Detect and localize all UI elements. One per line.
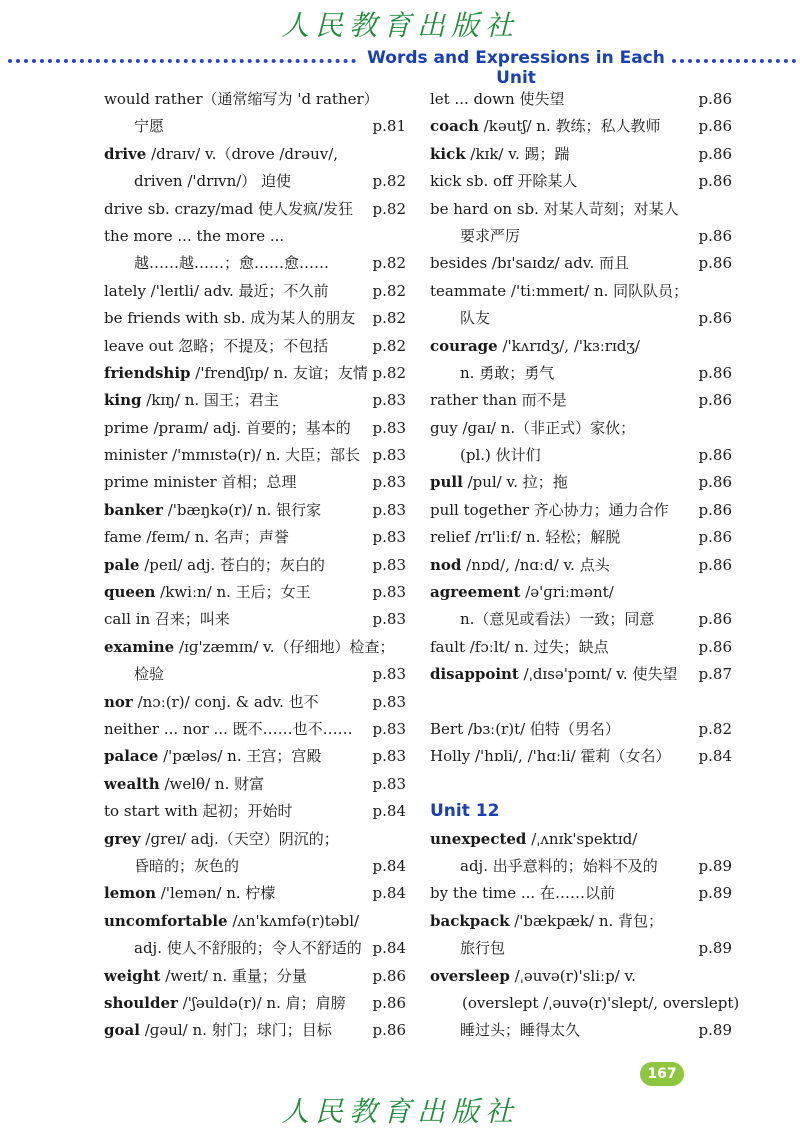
headword: unexpected <box>430 829 527 848</box>
vocab-entry <box>430 360 732 387</box>
definition: /ə'ɡriːmənt/ <box>520 583 614 602</box>
headword: drive <box>104 144 147 163</box>
vocab-entry <box>430 908 732 935</box>
vocab-entry <box>104 853 406 880</box>
definition: relief /rɪ'liːf/ n. 轻松；解脱 <box>430 528 621 547</box>
entry-text <box>104 634 395 661</box>
page-reference: p.86 <box>698 473 732 492</box>
vocab-entry <box>104 771 406 798</box>
definition: pull together 齐心协力；通力合作 <box>430 500 669 519</box>
page-reference: p.86 <box>698 172 732 191</box>
vocab-entry <box>430 196 732 223</box>
publisher-logo-top: 人民教育出版社 <box>280 9 519 42</box>
entry-text <box>430 990 739 1017</box>
page-reference: p.83 <box>372 500 406 519</box>
vocab-entry <box>104 661 406 688</box>
headword: queen <box>104 583 156 602</box>
page-reference: p.82 <box>372 254 406 273</box>
page-reference: p.83 <box>372 473 406 492</box>
entry-text <box>104 743 321 770</box>
definition: /welθ/ n. 财富 <box>159 774 265 793</box>
definition: rather than 而不是 <box>430 391 567 410</box>
entry-text <box>430 333 640 360</box>
definition: /'frendʃɪp/ n. 友谊；友情 <box>190 363 368 382</box>
page-reference: p.86 <box>698 363 732 382</box>
definition: lately /'leɪtli/ adv. 最近；不久前 <box>104 281 329 300</box>
entry-text <box>104 196 353 223</box>
page-reference: p.86 <box>698 610 732 629</box>
vocab-entry <box>430 250 732 277</box>
definition: let ... down 使失望 <box>430 90 565 108</box>
definition: call in 召来；叫来 <box>104 610 230 629</box>
entry-text <box>104 415 351 442</box>
headword: shoulder <box>104 993 178 1012</box>
vocab-entry <box>104 415 406 442</box>
page-reference: p.87 <box>698 665 732 684</box>
vocab-entry <box>104 333 406 360</box>
page-reference: p.82 <box>372 336 406 355</box>
definition: besides /bɪ'saɪdz/ adv. 而且 <box>430 254 630 273</box>
page-reference: p.84 <box>372 802 406 821</box>
vocab-entry <box>430 1017 732 1044</box>
entry-text <box>430 387 567 414</box>
page-reference: p.89 <box>698 884 732 903</box>
headword: oversleep <box>430 966 510 985</box>
headword: wealth <box>104 774 160 793</box>
vocab-entry <box>104 360 406 387</box>
vocab-entry <box>430 552 732 579</box>
entry-text <box>430 579 614 606</box>
definition: /ʌn'kʌmfə(r)təbl/ <box>227 911 360 930</box>
entry-text <box>104 826 339 853</box>
entry-text <box>430 716 620 743</box>
definition: fame /feɪm/ n. 名声；声誉 <box>104 528 289 547</box>
vocab-entry <box>104 141 406 168</box>
definition: would rather（通常缩写为 'd rather） <box>104 90 379 108</box>
definition: /kəutʃ/ n. 教练；私人教师 <box>478 117 661 136</box>
headword: lemon <box>104 884 157 903</box>
entry-text <box>104 168 291 195</box>
vocab-entry <box>430 963 732 990</box>
vocab-entry <box>430 113 732 140</box>
vocab-entry <box>430 634 732 661</box>
entry-text <box>430 497 669 524</box>
vocab-column-right <box>430 86 740 1045</box>
entry-text <box>104 387 279 414</box>
entry-text <box>430 826 637 853</box>
page-reference: p.82 <box>372 281 406 300</box>
page-reference: p.83 <box>372 610 406 629</box>
page-reference: p.86 <box>698 637 732 656</box>
headword: palace <box>104 747 159 766</box>
entry-text <box>104 469 296 496</box>
page-reference: p.83 <box>372 774 406 793</box>
entry-text <box>430 196 679 223</box>
page-reference: p.83 <box>372 692 406 711</box>
definition: be hard on sb. 对某人苛刻；对某人 <box>430 199 679 218</box>
entry-text <box>430 113 660 140</box>
entry-text <box>104 333 328 360</box>
definition: /kɪk/ v. 踢；踹 <box>465 144 570 163</box>
entry-text <box>104 798 293 825</box>
definition: /nɒd/, /nɑːd/ v. 点头 <box>461 555 610 574</box>
vocab-entry <box>104 196 406 223</box>
headword: king <box>104 391 142 410</box>
vocab-entry <box>430 853 732 880</box>
definition: /'kʌrɪdʒ/, /'kɜːrɪdʒ/ <box>497 336 640 355</box>
definition: /ɡəul/ n. 射门；球门；目标 <box>139 1021 332 1040</box>
entry-spacer <box>430 771 732 798</box>
vocab-entry <box>104 524 406 551</box>
entry-text <box>104 305 355 332</box>
headword: coach <box>430 117 479 136</box>
page-reference: p.86 <box>698 144 732 163</box>
page-reference: p.82 <box>372 309 406 328</box>
definition: adj. 出乎意料的；始料不及的 <box>460 856 658 875</box>
definition: fault /fɔːlt/ n. 过失；缺点 <box>430 637 609 656</box>
definition: /'bækpæk/ n. 背包； <box>509 911 664 930</box>
vocab-entry <box>430 606 732 633</box>
definition: /pul/ v. 拉；拖 <box>462 473 568 492</box>
page-reference: p.86 <box>698 555 732 574</box>
entry-text <box>430 908 663 935</box>
page-reference: p.86 <box>698 309 732 328</box>
headword: pale <box>104 555 140 574</box>
vocab-entry <box>430 141 732 168</box>
page-reference: p.84 <box>698 747 732 766</box>
headword: uncomfortable <box>104 911 228 930</box>
page-reference: p.84 <box>372 856 406 875</box>
page-reference: p.83 <box>372 391 406 410</box>
page-reference: p.89 <box>698 1021 732 1040</box>
page-reference: p.83 <box>372 747 406 766</box>
vocab-entry <box>430 524 732 551</box>
header-dotted-rule-right <box>672 59 796 63</box>
page-reference: p.84 <box>372 939 406 958</box>
entry-text <box>104 579 311 606</box>
page-reference: p.82 <box>372 172 406 191</box>
definition: prime minister 首相；总理 <box>104 473 297 492</box>
entry-text <box>104 935 362 962</box>
vocab-entry <box>104 86 406 113</box>
definition: /ɡreɪ/ adj.（天空）阴沉的； <box>140 829 339 848</box>
headword: friendship <box>104 363 191 382</box>
entry-text <box>430 223 520 250</box>
vocab-entry <box>104 387 406 414</box>
headword: courage <box>430 336 498 355</box>
vocab-entry <box>430 826 732 853</box>
definition: /weɪt/ n. 重量；分量 <box>160 966 307 985</box>
definition: leave out 忽略；不提及；不包括 <box>104 336 329 355</box>
entry-text <box>430 661 677 688</box>
definition: n.（意见或看法）一致；同意 <box>460 610 655 629</box>
definition: /'ʃəuldə(r)/ n. 肩；肩膀 <box>177 993 346 1012</box>
definition: driven /'drɪvn/） 迫使 <box>134 172 292 191</box>
definition: 检验 <box>134 665 165 684</box>
vocab-entry <box>104 606 406 633</box>
entry-text <box>104 606 230 633</box>
entry-text <box>430 880 615 907</box>
entry-text <box>104 223 284 250</box>
page-reference: p.83 <box>372 418 406 437</box>
definition: (overslept /ˌəuvə(r)'slept/, overslept) <box>462 993 740 1012</box>
definition: 昏暗的；灰色的 <box>134 856 240 875</box>
definition: minister /'mɪnɪstə(r)/ n. 大臣；部长 <box>104 446 361 465</box>
header-title: Words and Expressions in Each Unit <box>367 48 665 88</box>
definition: 宁愿 <box>134 117 165 136</box>
page-reference: p.81 <box>372 117 406 136</box>
definition: 越……越……；愈……愈…… <box>134 254 330 273</box>
entry-spacer <box>430 689 732 716</box>
entry-text <box>430 469 568 496</box>
entry-text <box>104 908 359 935</box>
headword: nod <box>430 555 462 574</box>
entry-text <box>104 771 264 798</box>
entry-text <box>104 661 164 688</box>
definition: /kwiːn/ n. 王后；女王 <box>155 583 311 602</box>
vocab-entry <box>104 305 406 332</box>
page-reference: p.83 <box>372 555 406 574</box>
vocab-entry <box>430 880 732 907</box>
definition: /kɪŋ/ n. 国王；君主 <box>141 391 279 410</box>
vocab-entry <box>104 935 406 962</box>
definition: /peɪl/ adj. 苍白的；灰白的 <box>139 555 325 574</box>
page-reference: p.82 <box>698 719 732 738</box>
entry-text <box>430 305 490 332</box>
page-reference: p.86 <box>372 966 406 985</box>
vocab-entry <box>430 168 732 195</box>
entry-text <box>104 497 321 524</box>
vocab-entry <box>430 716 732 743</box>
vocab-entry <box>430 305 732 332</box>
entry-text <box>104 442 360 469</box>
vocab-entry <box>430 223 732 250</box>
headword: nor <box>104 692 133 711</box>
page-reference: p.86 <box>698 528 732 547</box>
entry-text <box>104 689 319 716</box>
definition: /nɔː(r)/ conj. & adv. 也不 <box>132 692 319 711</box>
entry-text <box>104 990 346 1017</box>
entry-text <box>430 606 654 633</box>
entry-text <box>104 1017 332 1044</box>
entry-text <box>430 743 670 770</box>
entry-text <box>104 963 307 990</box>
vocab-entry <box>104 798 406 825</box>
vocab-entry <box>430 442 732 469</box>
entry-text <box>104 86 379 113</box>
headword: kick <box>430 144 466 163</box>
vocab-entry <box>430 469 732 496</box>
entry-text <box>430 278 688 305</box>
entry-text <box>430 1017 580 1044</box>
page-reference: p.83 <box>372 528 406 547</box>
page-reference: p.86 <box>698 117 732 136</box>
vocab-entry <box>104 250 406 277</box>
headword: pull <box>430 473 463 492</box>
definition: 睡过头；睡得太久 <box>460 1021 581 1040</box>
page-reference: p.86 <box>698 500 732 519</box>
entry-text <box>104 113 164 140</box>
headword: examine <box>104 637 175 656</box>
entry-text <box>104 524 289 551</box>
vocab-entry <box>104 469 406 496</box>
entry-text <box>104 716 353 743</box>
definition: guy /ɡaɪ/ n.（非正式）家伙； <box>430 418 636 437</box>
vocab-entry <box>430 497 732 524</box>
entry-text <box>430 86 564 113</box>
vocab-entry <box>430 333 732 360</box>
headword: grey <box>104 829 141 848</box>
vocab-entry <box>104 716 406 743</box>
definition: 旅行包 <box>460 939 506 958</box>
page-number-badge: 167 <box>640 1062 684 1086</box>
entry-text <box>430 141 569 168</box>
headword: banker <box>104 500 163 519</box>
headword: backpack <box>430 911 510 930</box>
vocab-entry <box>104 223 406 250</box>
definition: /draɪv/ v.（drove /drəuv/, <box>146 144 339 163</box>
vocab-entry <box>430 990 740 1017</box>
headword: agreement <box>430 583 521 602</box>
page-reference: p.86 <box>372 1021 406 1040</box>
entry-text <box>104 880 275 907</box>
page-reference: p.89 <box>698 939 732 958</box>
vocab-entry <box>430 935 732 962</box>
definition: to start with 起初；开始时 <box>104 802 293 821</box>
entry-text <box>104 360 368 387</box>
definition: n. 勇敢；勇气 <box>460 363 555 382</box>
vocab-entry <box>104 880 406 907</box>
definition: /'pæləs/ n. 王宫；宫殿 <box>158 747 322 766</box>
entry-text <box>430 442 541 469</box>
vocab-entry <box>104 278 406 305</box>
page-reference: p.86 <box>698 90 732 108</box>
page-reference: p.83 <box>372 583 406 602</box>
page-reference: p.83 <box>372 719 406 738</box>
vocab-entry <box>104 579 406 606</box>
vocab-entry <box>104 497 406 524</box>
page-reference: p.82 <box>372 199 406 218</box>
vocab-entry <box>104 990 406 1017</box>
entry-text <box>430 963 636 990</box>
vocab-entry <box>104 552 406 579</box>
vocab-entry <box>104 113 406 140</box>
entry-text <box>104 278 329 305</box>
definition: by the time ... 在……以前 <box>430 884 615 903</box>
vocab-entry <box>430 387 732 414</box>
vocab-entry <box>104 963 406 990</box>
vocab-entry <box>104 168 406 195</box>
vocab-entry <box>104 826 406 853</box>
page-reference: p.86 <box>698 446 732 465</box>
definition: be friends with sb. 成为某人的朋友 <box>104 309 356 328</box>
vocab-entry <box>430 86 732 113</box>
unit-heading: Unit 12 <box>430 801 500 822</box>
definition: /ˌəuvə(r)'sliːp/ v. <box>509 966 636 985</box>
definition: the more ... the more ... <box>104 226 285 245</box>
definition: prime /praɪm/ adj. 首要的；基本的 <box>104 418 351 437</box>
definition: /'bæŋkə(r)/ n. 银行家 <box>162 500 322 519</box>
page-reference: p.82 <box>372 363 406 382</box>
vocab-entry <box>430 415 732 442</box>
entry-text <box>430 552 610 579</box>
definition: /ɪɡ'zæmɪn/ v.（仔细地）检查； <box>174 637 395 656</box>
vocab-entry <box>104 743 406 770</box>
definition: /'lemən/ n. 柠檬 <box>156 884 276 903</box>
entry-text <box>430 935 505 962</box>
vocab-entry <box>104 689 406 716</box>
definition: (pl.) 伙计们 <box>460 446 541 465</box>
page-reference: p.86 <box>698 391 732 410</box>
page-reference: p.86 <box>372 993 406 1012</box>
entry-text <box>430 634 609 661</box>
vocab-entry <box>430 579 732 606</box>
vocab-entry <box>430 743 732 770</box>
vocab-entry <box>430 661 732 688</box>
entry-text <box>430 853 658 880</box>
entry-text <box>104 141 338 168</box>
definition: drive sb. crazy/mad 使人发疯/发狂 <box>104 199 354 218</box>
headword: weight <box>104 966 161 985</box>
definition: Bert /bɜː(r)t/ 伯特（男名） <box>430 719 620 738</box>
definition: /ˌʌnɪk'spektɪd/ <box>526 829 638 848</box>
page-reference: p.83 <box>372 665 406 684</box>
headword: disappoint <box>430 665 519 684</box>
entry-text <box>430 360 554 387</box>
entry-text <box>104 853 239 880</box>
entry-text <box>104 552 325 579</box>
page-reference: p.83 <box>372 446 406 465</box>
definition: Holly /'hɒli/, /'hɑːli/ 霍莉（女名） <box>430 747 671 766</box>
vocab-column-left <box>104 86 406 1045</box>
vocab-entry <box>104 908 406 935</box>
page-reference: p.89 <box>698 856 732 875</box>
vocab-entry <box>104 634 406 661</box>
page-reference: p.84 <box>372 884 406 903</box>
definition: kick sb. off 开除某人 <box>430 172 578 191</box>
entry-text <box>430 524 620 551</box>
definition: neither ... nor ... 既不……也不…… <box>104 719 353 738</box>
header-dotted-rule-left <box>8 59 356 63</box>
entry-text <box>430 415 635 442</box>
vocab-entry <box>430 278 732 305</box>
headword: goal <box>104 1021 140 1040</box>
entry-text <box>430 250 629 277</box>
entry-text <box>430 168 577 195</box>
vocab-entry <box>104 1017 406 1044</box>
entry-text <box>104 250 329 277</box>
page-reference: p.86 <box>698 226 732 245</box>
publisher-logo-bottom: 人民教育出版社 <box>280 1095 519 1128</box>
definition: 要求严厉 <box>460 226 521 245</box>
vocab-entry <box>104 442 406 469</box>
page-reference: p.86 <box>698 254 732 273</box>
definition: teammate /'tiːmmeɪt/ n. 同队队员； <box>430 281 689 300</box>
definition: adj. 使人不舒服的；令人不舒适的 <box>134 939 362 958</box>
definition: 队友 <box>460 309 491 328</box>
definition: /ˌdɪsə'pɔɪnt/ v. 使失望 <box>518 665 678 684</box>
